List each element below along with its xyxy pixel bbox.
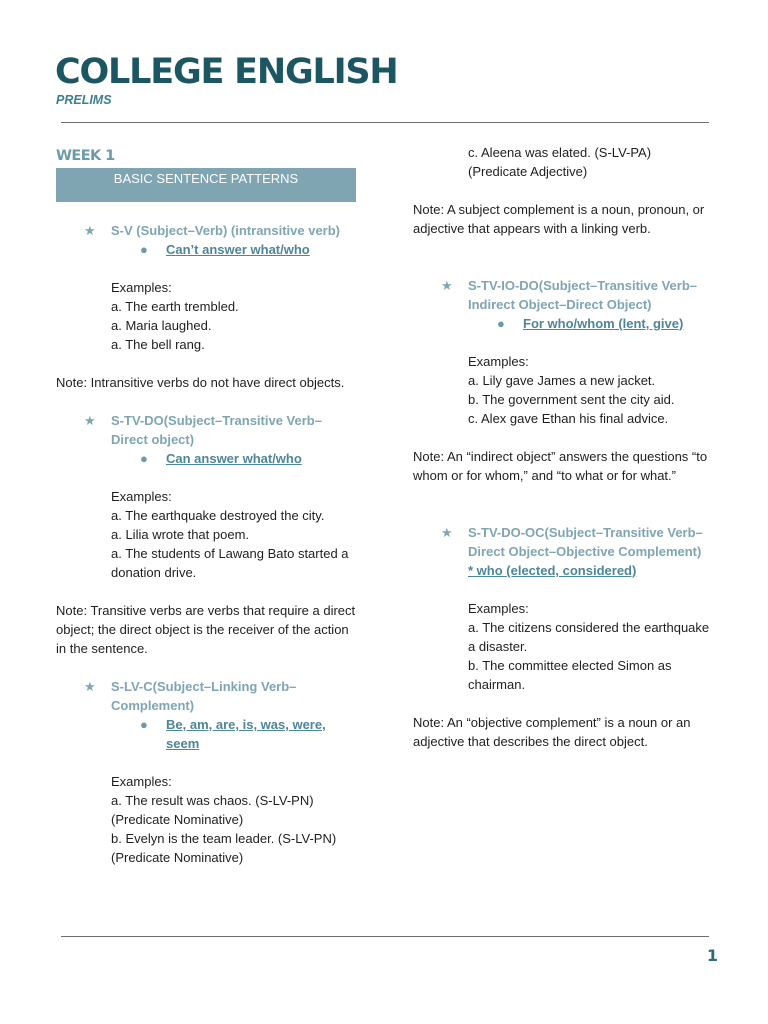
pattern-sub-stvdo — [56, 449, 358, 468]
note-subject-complement: Note: A subject complement is a noun, pronoun, or adjective that appears with a linking verb. — [413, 202, 705, 236]
example-line: b. The committee elected Simon as chairman. — [468, 658, 672, 692]
dot-bullet-icon: ● — [140, 242, 148, 257]
dot-bullet-icon: ● — [140, 451, 148, 466]
example-line: b. Evelyn is the team leader. (S-LV-PN) (Predicate Nominative) — [111, 831, 337, 865]
sub-link-stviodo[interactable]: For who/whom (lent, give) — [523, 316, 684, 331]
pattern-heading-stvdo: ★ S-TV-DO(Subject–Transitive Verb–Direct object) — [84, 413, 322, 447]
examples-stvdo — [56, 487, 358, 582]
pattern-sub-slvc — [56, 715, 358, 753]
star-bullet-icon: ★ — [84, 223, 96, 238]
examples-stviodo — [413, 352, 718, 428]
examples-label: Examples: — [111, 774, 172, 789]
pattern-heading-slvc: ★ S-LV-C(Subject–Linking Verb–Complement) — [84, 679, 297, 713]
example-line: a. The earth trembled. — [111, 299, 239, 314]
dot-bullet-icon: ● — [140, 717, 148, 732]
star-bullet-icon: ★ — [84, 679, 96, 694]
bottom-divider — [61, 936, 709, 937]
sub-link-stvdooc[interactable]: * who (elected, considered) — [468, 563, 637, 578]
star-bullet-icon: ★ — [441, 278, 453, 293]
sub-link-slvc[interactable]: Be, am, are, is, was, were, seem — [166, 717, 326, 751]
note-objective-complement: Note: An “objective complement” is a noun or an adjective that describes the direct object. — [413, 715, 691, 749]
example-line: a. The earthquake destroyed the city. — [111, 508, 325, 523]
examples-label: Examples: — [468, 601, 529, 616]
pattern-sub-stvdooc — [413, 561, 718, 580]
example-line: a. Lily gave James a new jacket. — [468, 373, 656, 388]
pattern-heading-stvdooc: ★ S-TV-DO-OC(Subject–Transitive Verb–Direct Object–Objective Complement) — [441, 525, 703, 559]
sub-link-sv[interactable]: Can’t answer what/who — [166, 242, 310, 257]
document-title: COLLEGE ENGLISH — [55, 52, 398, 92]
examples-slvc — [56, 772, 358, 867]
week-heading: WEEK 1 — [56, 148, 115, 164]
example-line: a. Maria laughed. — [111, 318, 212, 333]
sub-link-stvdo[interactable]: Can answer what/who — [166, 451, 302, 466]
examples-label: Examples: — [111, 280, 172, 295]
section-banner: BASIC SENTENCE PATTERNS — [56, 168, 356, 202]
star-bullet-icon: ★ — [441, 525, 453, 540]
examples-sv — [56, 278, 358, 354]
example-line: b. The government sent the city aid. — [468, 392, 675, 407]
right-column — [413, 143, 718, 751]
examples-label: Examples: — [111, 489, 172, 504]
example-line: a. The citizens considered the earthquake a disaster. — [468, 620, 710, 654]
top-divider — [61, 122, 709, 123]
star-bullet-icon: ★ — [84, 413, 96, 428]
dot-bullet-icon: ● — [497, 316, 505, 331]
pattern-heading-sv: ★ S-V (Subject–Verb) (intransitive verb) — [84, 223, 341, 238]
example-line: a. The bell rang. — [111, 337, 205, 352]
pattern-sub-sv — [56, 240, 358, 259]
example-line: c. Alex gave Ethan his final advice. — [468, 411, 669, 426]
examples-stvdooc — [413, 599, 718, 694]
left-column — [56, 145, 358, 867]
example-line: a. Lilia wrote that poem. — [111, 527, 250, 542]
example-line: a. The result was chaos. (S-LV-PN) (Predicate Nominative) — [111, 793, 314, 827]
document-subtitle: PRELIMS — [56, 93, 112, 107]
pattern-heading-stviodo: ★ S-TV-IO-DO(Subject–Transitive Verb–Indirect Object–Direct Object) — [441, 278, 698, 312]
note-stvdo: Note: Transitive verbs are verbs that require a direct object; the direct object is the receiver of the action in the sentence. — [56, 603, 356, 656]
note-indirect-object: Note: An “indirect object” answers the questions “to whom or for whom,” and “to what or for what.” — [413, 449, 708, 483]
examples-label: Examples: — [468, 354, 529, 369]
pattern-sub-stviodo — [413, 314, 718, 333]
note-sv: Note: Intransitive verbs do not have direct objects. — [56, 375, 345, 390]
continued-example: c. Aleena was elated. (S-LV-PA) (Predicate Adjective) — [468, 145, 652, 179]
example-line: a. The students of Lawang Bato started a donation drive. — [111, 546, 349, 580]
page-number: 1 — [706, 946, 718, 965]
